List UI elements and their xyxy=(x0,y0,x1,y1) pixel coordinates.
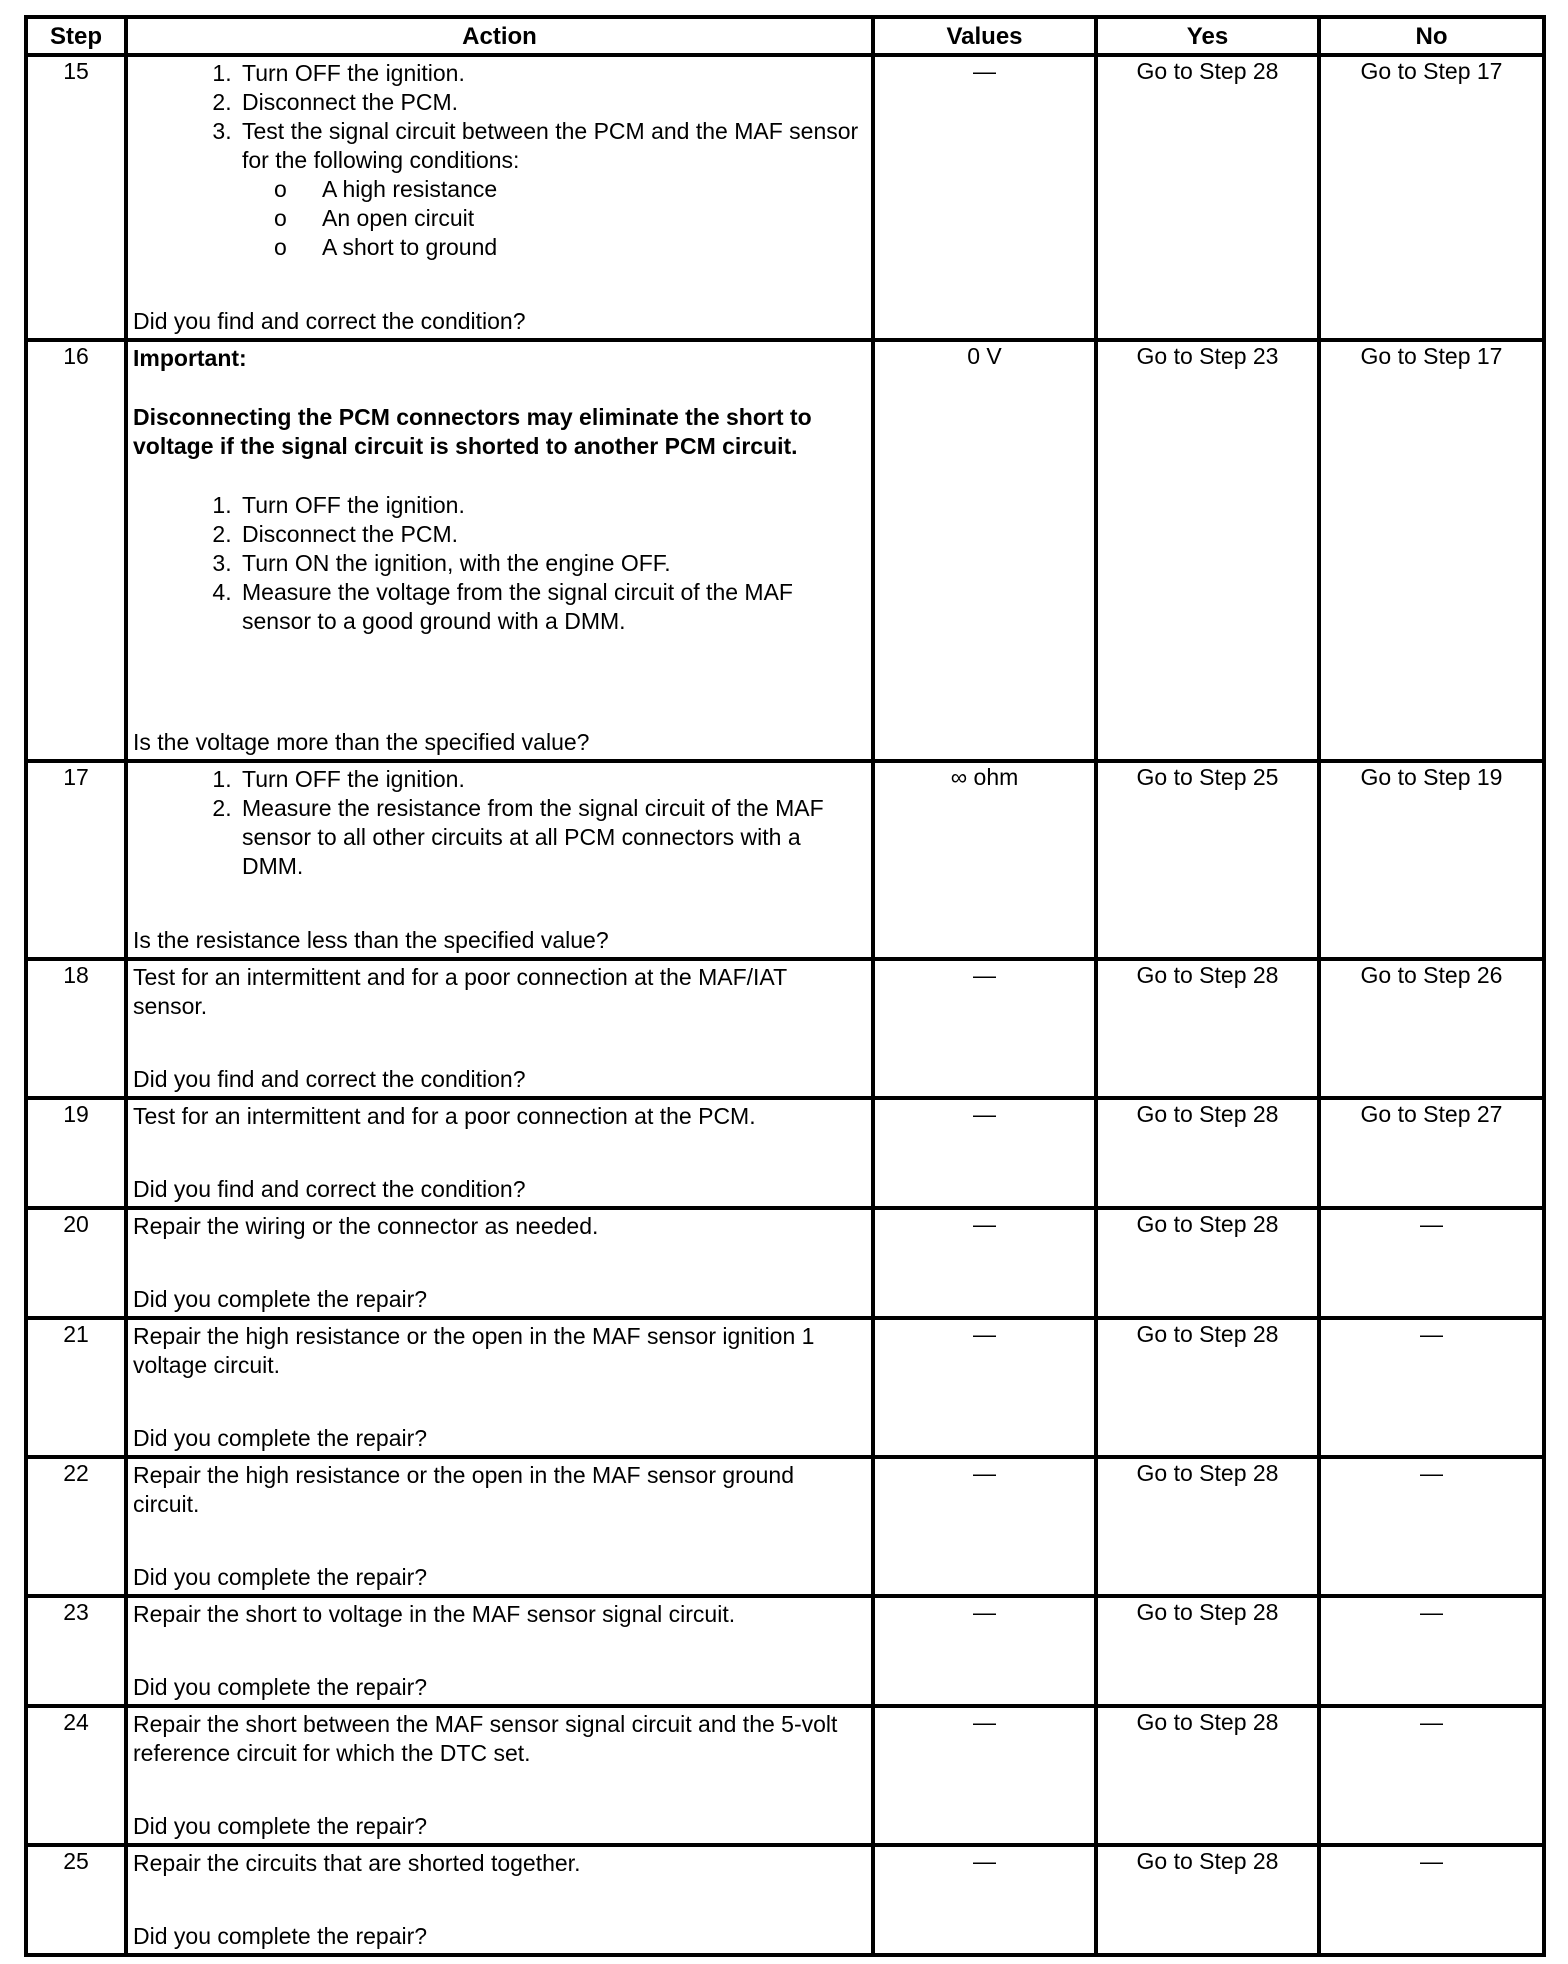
step-value: — xyxy=(873,1098,1096,1208)
action-text: Repair the short to voltage in the MAF sensor signal circuit. xyxy=(133,1601,736,1627)
no-action: Go to Step 19 xyxy=(1360,764,1503,790)
table-row xyxy=(26,1208,1544,1318)
yes-action: Go to Step 23 xyxy=(1136,343,1279,369)
step-number: 17 xyxy=(26,761,126,959)
header-action: Action xyxy=(126,17,873,55)
action-cell xyxy=(126,959,873,1098)
yes-cell xyxy=(1096,1706,1319,1845)
step-number: 25 xyxy=(26,1845,126,1955)
action-cell xyxy=(126,340,873,761)
procedure-step: 2. Disconnect the PCM. xyxy=(238,88,866,117)
yes-cell xyxy=(1096,1457,1319,1596)
action-cell xyxy=(126,1318,873,1457)
yes-action: Go to Step 28 xyxy=(1136,1709,1279,1735)
procedure-step: 1. Turn OFF the ignition. xyxy=(238,765,866,794)
step-question: Did you find and correct the condition? xyxy=(133,1066,526,1092)
table-row xyxy=(26,55,1544,340)
yes-action: Go to Step 28 xyxy=(1136,1321,1279,1347)
procedure-step: 1. Turn OFF the ignition. xyxy=(238,491,866,520)
action-text: Repair the short between the MAF sensor signal circuit and the 5-volt reference circuit for which the DTC set. xyxy=(133,1711,838,1766)
yes-action: Go to Step 25 xyxy=(1136,764,1279,790)
yes-cell xyxy=(1096,1596,1319,1706)
table-header-row xyxy=(26,17,1544,55)
step-number: 23 xyxy=(26,1596,126,1706)
action-cell xyxy=(126,1706,873,1845)
step-question: Did you complete the repair? xyxy=(133,1425,428,1451)
table-row xyxy=(26,959,1544,1098)
step-question: Is the resistance less than the specified value? xyxy=(133,927,609,953)
yes-action: Go to Step 28 xyxy=(1136,962,1279,988)
step-value: — xyxy=(873,1457,1096,1596)
no-action: — xyxy=(1420,1709,1443,1735)
no-action: Go to Step 17 xyxy=(1360,58,1503,84)
table-row xyxy=(26,1457,1544,1596)
header-yes: Yes xyxy=(1096,17,1319,55)
important-note: Disconnecting the PCM connectors may eliminate the short to voltage if the signal circuit is shorted to another PCM circuit. xyxy=(133,404,812,459)
action-cell xyxy=(126,55,873,340)
yes-cell xyxy=(1096,1098,1319,1208)
condition-list xyxy=(242,175,866,262)
no-cell xyxy=(1319,340,1544,761)
no-action: — xyxy=(1420,1599,1443,1625)
no-cell xyxy=(1319,1845,1544,1955)
condition-item: o A high resistance xyxy=(322,175,866,204)
step-value: — xyxy=(873,1706,1096,1845)
action-cell xyxy=(126,761,873,959)
step-value: — xyxy=(873,959,1096,1098)
no-cell xyxy=(1319,1596,1544,1706)
action-text: Test for an intermittent and for a poor connection at the MAF/IAT sensor. xyxy=(133,964,787,1019)
diagnostic-table xyxy=(24,15,1546,1957)
procedure-step-text: Test the signal circuit between the PCM and the MAF sensor for the following conditions: xyxy=(242,118,859,173)
no-cell xyxy=(1319,959,1544,1098)
no-action: Go to Step 26 xyxy=(1360,962,1503,988)
yes-action: Go to Step 28 xyxy=(1136,1101,1279,1127)
action-cell xyxy=(126,1208,873,1318)
step-question: Did you complete the repair? xyxy=(133,1564,428,1590)
no-action: Go to Step 27 xyxy=(1360,1101,1503,1127)
step-number: 19 xyxy=(26,1098,126,1208)
step-value: 0 V xyxy=(873,340,1096,761)
step-number: 20 xyxy=(26,1208,126,1318)
step-value: — xyxy=(873,55,1096,340)
header-no: No xyxy=(1319,17,1544,55)
yes-cell xyxy=(1096,1318,1319,1457)
step-number: 15 xyxy=(26,55,126,340)
step-number: 22 xyxy=(26,1457,126,1596)
step-value: — xyxy=(873,1318,1096,1457)
step-value: — xyxy=(873,1845,1096,1955)
step-question: Did you complete the repair? xyxy=(133,1813,428,1839)
yes-action: Go to Step 28 xyxy=(1136,1460,1279,1486)
no-cell xyxy=(1319,761,1544,959)
header-values: Values xyxy=(873,17,1096,55)
yes-cell xyxy=(1096,1208,1319,1318)
no-cell xyxy=(1319,1208,1544,1318)
table-row xyxy=(26,1706,1544,1845)
action-cell xyxy=(126,1098,873,1208)
step-question: Did you find and correct the condition? xyxy=(133,308,526,334)
procedure-step: 2. Measure the resistance from the signal circuit of the MAF sensor to all other circuits at all PCM connectors with a DMM. xyxy=(238,794,866,881)
yes-cell xyxy=(1096,1845,1319,1955)
table-row xyxy=(26,1318,1544,1457)
procedure-steps xyxy=(133,765,866,881)
important-label: Important: xyxy=(133,345,247,371)
yes-cell xyxy=(1096,55,1319,340)
step-number: 21 xyxy=(26,1318,126,1457)
procedure-step: 2. Disconnect the PCM. xyxy=(238,520,866,549)
step-question: Did you find and correct the condition? xyxy=(133,1176,526,1202)
action-cell xyxy=(126,1596,873,1706)
procedure-step: 1. Turn OFF the ignition. xyxy=(238,59,866,88)
yes-action: Go to Step 28 xyxy=(1136,1599,1279,1625)
step-question: Did you complete the repair? xyxy=(133,1286,428,1312)
no-cell xyxy=(1319,1318,1544,1457)
yes-action: Go to Step 28 xyxy=(1136,1211,1279,1237)
action-text: Repair the circuits that are shorted together. xyxy=(133,1850,581,1876)
no-cell xyxy=(1319,1706,1544,1845)
yes-cell xyxy=(1096,340,1319,761)
step-number: 18 xyxy=(26,959,126,1098)
procedure-steps xyxy=(133,59,866,262)
yes-cell xyxy=(1096,959,1319,1098)
yes-cell xyxy=(1096,761,1319,959)
condition-item: o A short to ground xyxy=(322,233,866,262)
step-value: — xyxy=(873,1596,1096,1706)
no-action: — xyxy=(1420,1848,1443,1874)
header-step: Step xyxy=(26,17,126,55)
action-text: Repair the high resistance or the open in the MAF sensor ignition 1 voltage circuit. xyxy=(133,1323,815,1378)
step-value: ∞ ohm xyxy=(873,761,1096,959)
procedure-step: 4. Measure the voltage from the signal circuit of the MAF sensor to a good ground with a DMM. xyxy=(238,578,866,636)
step-number: 24 xyxy=(26,1706,126,1845)
table-row xyxy=(26,761,1544,959)
action-cell xyxy=(126,1845,873,1955)
step-question: Did you complete the repair? xyxy=(133,1923,428,1949)
table-row xyxy=(26,340,1544,761)
step-question: Is the voltage more than the specified value? xyxy=(133,729,590,755)
condition-item: o An open circuit xyxy=(322,204,866,233)
action-text: Repair the high resistance or the open in the MAF sensor ground circuit. xyxy=(133,1462,794,1517)
no-action: — xyxy=(1420,1211,1443,1237)
yes-action: Go to Step 28 xyxy=(1136,58,1279,84)
no-cell xyxy=(1319,1457,1544,1596)
step-number: 16 xyxy=(26,340,126,761)
table-row xyxy=(26,1596,1544,1706)
yes-action: Go to Step 28 xyxy=(1136,1848,1279,1874)
table-row xyxy=(26,1845,1544,1955)
no-cell xyxy=(1319,55,1544,340)
step-value: — xyxy=(873,1208,1096,1318)
no-cell xyxy=(1319,1098,1544,1208)
action-cell xyxy=(126,1457,873,1596)
no-action: Go to Step 17 xyxy=(1360,343,1503,369)
table-row xyxy=(26,1098,1544,1208)
step-question: Did you complete the repair? xyxy=(133,1674,428,1700)
no-action: — xyxy=(1420,1460,1443,1486)
action-text: Test for an intermittent and for a poor connection at the PCM. xyxy=(133,1103,756,1129)
action-text: Repair the wiring or the connector as needed. xyxy=(133,1213,599,1239)
procedure-step xyxy=(238,117,866,262)
procedure-step: 3. Turn ON the ignition, with the engine OFF. xyxy=(238,549,866,578)
no-action: — xyxy=(1420,1321,1443,1347)
procedure-steps xyxy=(133,491,866,636)
